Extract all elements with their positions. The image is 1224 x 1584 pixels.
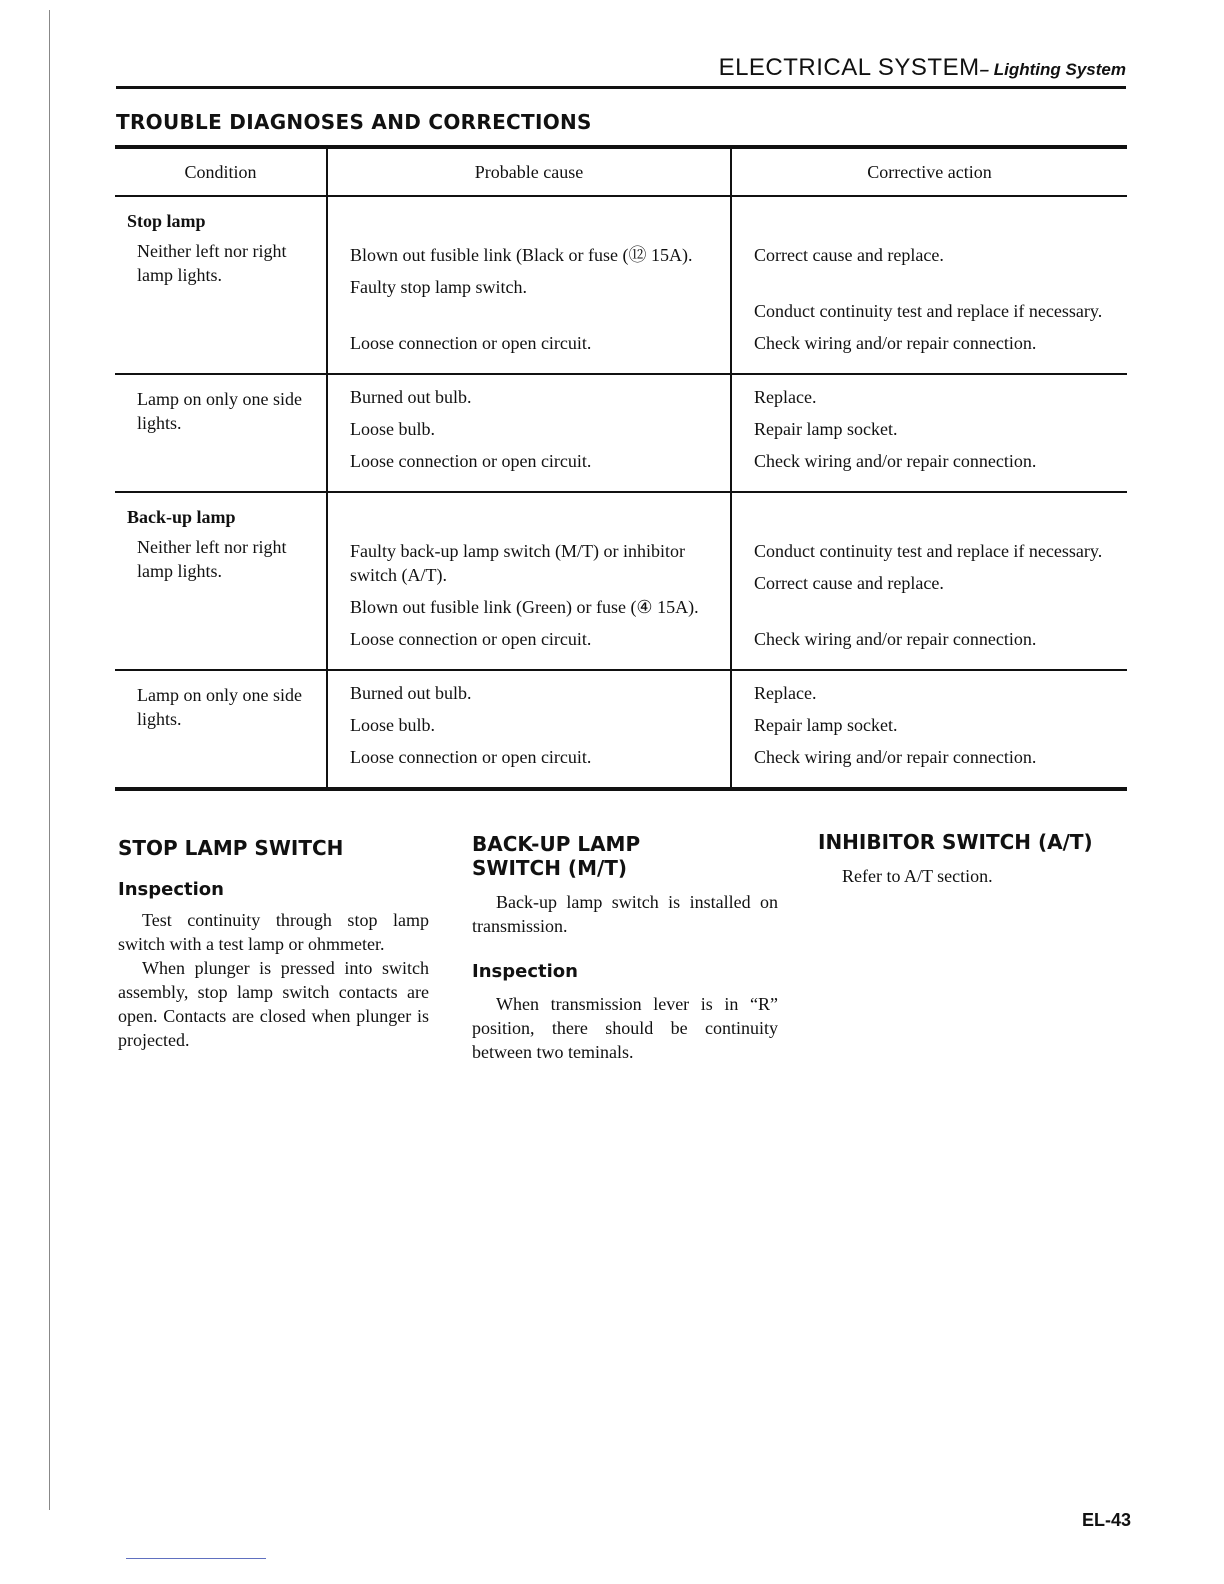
stop-lamp-switch-section	[118, 836, 429, 1052]
table-row	[115, 492, 1127, 670]
paragraph: Test continuity through stop lamp switch with a test lamp or ohmmeter.	[118, 910, 429, 954]
cause-item: Loose connection or open circuit.	[350, 629, 592, 649]
action-item: Repair lamp socket.	[754, 419, 898, 439]
condition-text: Lamp on only one side lights.	[137, 389, 302, 433]
action-item: Replace.	[754, 683, 817, 703]
cause-item: Loose bulb.	[350, 419, 435, 439]
section-title: TROUBLE DIAGNOSES AND CORRECTIONS	[116, 110, 592, 134]
header-subtitle: – Lighting System	[979, 60, 1126, 79]
action-item: Conduct continuity test and replace if necessary.	[754, 301, 1103, 321]
cause-item: Faulty back-up lamp switch (M/T) or inhibitor switch (A/T).	[350, 541, 685, 585]
action-item: Check wiring and/or repair connection.	[754, 747, 1037, 767]
condition-cell	[115, 374, 327, 492]
action-cell	[731, 374, 1127, 492]
page-header	[116, 54, 1126, 89]
lamp-heading: Back-up lamp	[127, 507, 236, 527]
diagnosis-table	[115, 145, 1127, 791]
action-cell	[731, 196, 1127, 374]
action-item: Check wiring and/or repair connection.	[754, 333, 1037, 353]
action-cell	[731, 670, 1127, 789]
header-condition: Condition	[115, 147, 327, 196]
cause-item: Burned out bulb.	[350, 387, 472, 407]
table-row	[115, 196, 1127, 374]
header-probable-cause: Probable cause	[327, 147, 731, 196]
backup-lamp-switch-section	[472, 832, 778, 1064]
cause-item: Faulty stop lamp switch.	[350, 277, 527, 297]
table-row	[115, 374, 1127, 492]
table-row	[115, 670, 1127, 789]
condition-text: Neither left nor right lamp lights.	[137, 241, 287, 285]
condition-cell	[115, 492, 327, 670]
table-header-row	[115, 147, 1127, 196]
backup-lamp-switch-title-line2: SWITCH (M/T)	[472, 856, 628, 880]
lamp-heading: Stop lamp	[127, 211, 206, 231]
action-item: Conduct continuity test and replace if necessary.	[754, 541, 1103, 561]
paragraph: Refer to A/T section.	[842, 866, 993, 886]
cause-cell	[327, 492, 731, 670]
condition-cell	[115, 670, 327, 789]
condition-text: Neither left nor right lamp lights.	[137, 537, 287, 581]
inspection-heading: Inspection	[118, 879, 224, 900]
action-item: Replace.	[754, 387, 817, 407]
action-item: Check wiring and/or repair connection.	[754, 451, 1037, 471]
header-title: ELECTRICAL SYSTEM	[718, 54, 980, 81]
inspection-heading: Inspection	[472, 961, 578, 982]
action-cell	[731, 492, 1127, 670]
paragraph: When plunger is pressed into switch assembly, stop lamp switch contacts are open. Contacts are closed when plunger is projected.	[118, 958, 429, 1050]
cause-item: Blown out fusible link (Green) or fuse (④ 15A).	[350, 597, 699, 617]
cause-item: Loose bulb.	[350, 715, 435, 735]
backup-lamp-switch-title-line1: BACK-UP LAMP	[472, 832, 641, 856]
inhibitor-switch-title: INHIBITOR SWITCH (A/T)	[818, 830, 1093, 854]
page-number: EL-43	[1082, 1510, 1132, 1530]
cause-item: Loose connection or open circuit.	[350, 747, 592, 767]
header-corrective-action: Corrective action	[731, 147, 1127, 196]
inhibitor-switch-section	[818, 830, 1118, 888]
cause-cell	[327, 670, 731, 789]
action-item: Correct cause and replace.	[754, 573, 944, 593]
cause-item: Loose connection or open circuit.	[350, 451, 592, 471]
condition-cell	[115, 196, 327, 374]
paragraph: When transmission lever is in “R” position, there should be continuity between two teminals.	[472, 994, 778, 1062]
paragraph: Back-up lamp switch is installed on transmission.	[472, 892, 778, 936]
cause-item: Blown out fusible link (Black or fuse (⑫ 15A).	[350, 245, 693, 265]
action-item: Correct cause and replace.	[754, 245, 944, 265]
footer-rule	[126, 1558, 266, 1559]
cause-item: Burned out bulb.	[350, 683, 472, 703]
action-item: Repair lamp socket.	[754, 715, 898, 735]
binding-line	[49, 10, 50, 1510]
cause-item: Loose connection or open circuit.	[350, 333, 592, 353]
condition-text: Lamp on only one side lights.	[137, 685, 302, 729]
cause-cell	[327, 374, 731, 492]
stop-lamp-switch-title: STOP LAMP SWITCH	[118, 836, 344, 860]
cause-cell	[327, 196, 731, 374]
action-item: Check wiring and/or repair connection.	[754, 629, 1037, 649]
